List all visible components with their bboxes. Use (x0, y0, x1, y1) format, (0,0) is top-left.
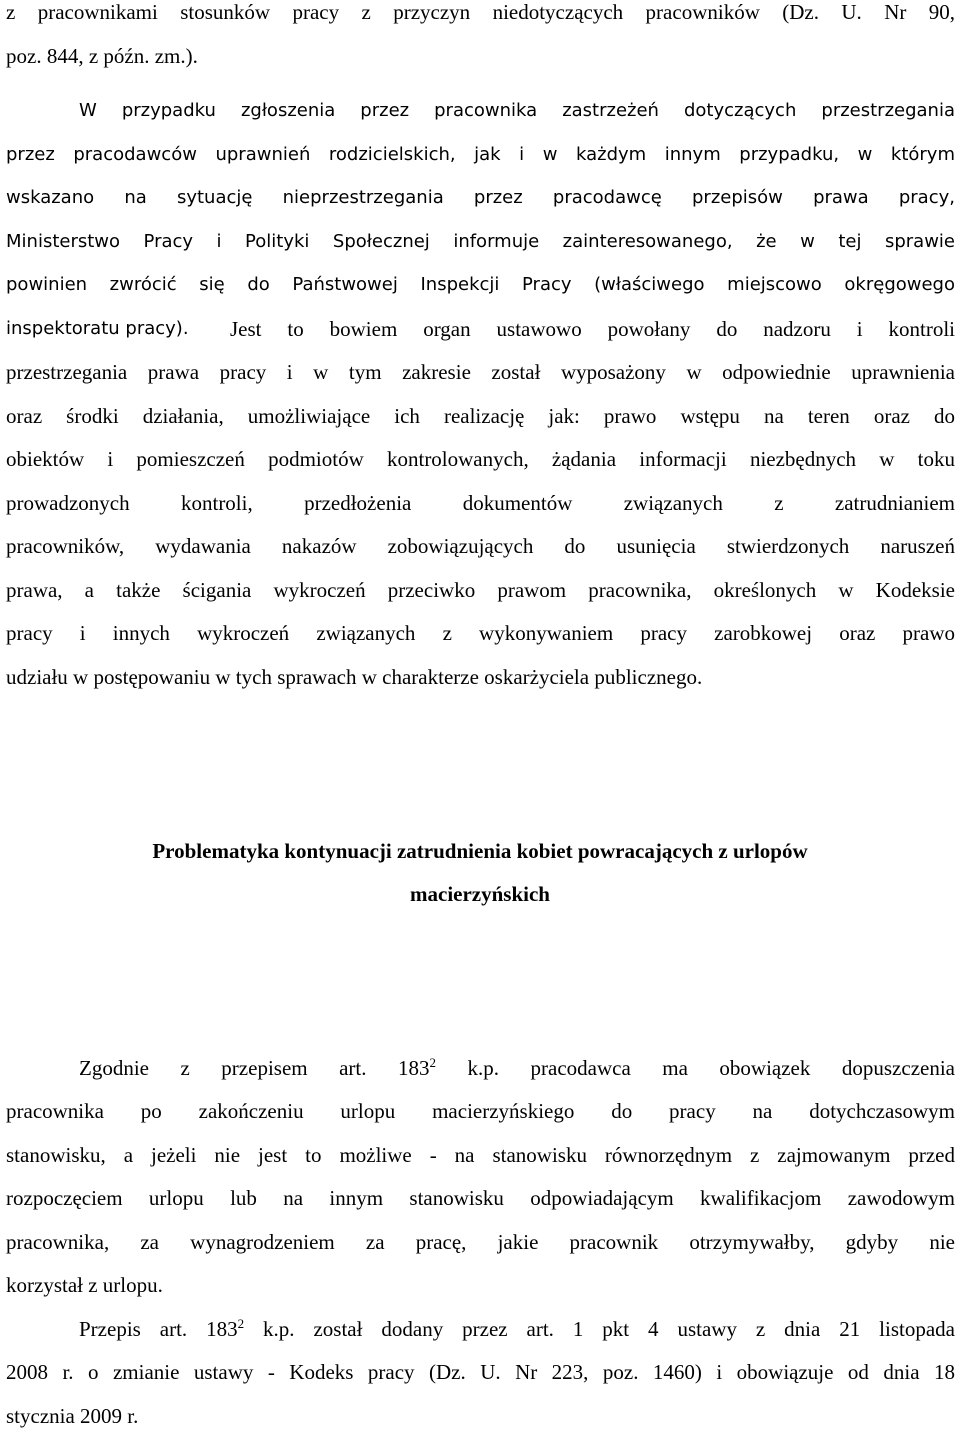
paragraph-2-line-8: oraz środki działania, umożliwiające ich realizację jak: prawo wstępu na teren oraz do (6, 404, 955, 428)
paragraph-3-line-1-text-before: Zgodnie z przepisem art. 183 (79, 1056, 430, 1080)
paragraph-2-line-4: Ministerstwo Pracy i Polityki Społecznej informuje zainteresowanego, że w tej sprawie (6, 231, 955, 252)
paragraph-3-line-6: korzystał z urlopu. (6, 1273, 163, 1297)
paragraph-2-line-5: powinien zwrócić się do Państwowej Inspekcji Pracy (właściwego miejscowo okręgowego (6, 274, 955, 295)
paragraph-4-line-1-text-after: k.p. został dodany przez art. 1 pkt 4 ustawy z dnia 21 listopada (244, 1317, 955, 1341)
paragraph-2-line-13: pracy i innych wykroczeń związanych z wykonywaniem pracy zarobkowej oraz prawo (6, 621, 955, 645)
paragraph-2-line-12: prawa, a także ścigania wykroczeń przeciwko prawom pracownika, określonych w Kodeksie (6, 578, 955, 602)
paragraph-4-superscript: 2 (237, 1316, 245, 1331)
paragraph-2-line-14: udziału w postępowaniu w tych sprawach w charakterze oskarżyciela publicznego. (6, 665, 703, 689)
paragraph-3-line-2: pracownika po zakończeniu urlopu macierzyńskiego do pracy na dotychczasowym (6, 1099, 955, 1123)
paragraph-4-line-3: stycznia 2009 r. (6, 1404, 139, 1428)
paragraph-2-line-6-serif-part: Jest to bowiem organ ustawowo powołany do nadzoru i kontroli (230, 317, 955, 341)
paragraph-2-line-7: przestrzegania prawa pracy i w tym zakresie został wyposażony w odpowiednie uprawnienia (6, 360, 955, 384)
paragraph-2-line-1: W przypadku zgłoszenia przez pracownika zastrzeżeń dotyczących przestrzegania (79, 100, 955, 121)
paragraph-1-line-1: z pracownikami stosunków pracy z przyczyn niedotyczących pracowników (Dz. U. Nr 90, (6, 0, 955, 24)
paragraph-2-line-9: obiektów i pomieszczeń podmiotów kontrolowanych, żądania informacji niezbędnych w toku (6, 447, 955, 471)
section-heading-line-1: Problematyka kontynuacji zatrudnienia kobiet powracających z urlopów (152, 839, 808, 863)
paragraph-4-line-1 (79, 1314, 955, 1344)
paragraph-3-line-3: stanowisku, a jeżeli nie jest to możliwe - na stanowisku równorzędnym z zajmowanym przed (6, 1143, 955, 1167)
paragraph-1-line-2: poz. 844, z późn. zm.). (6, 44, 198, 68)
paragraph-2-line-10: prowadzonych kontroli, przedłożenia dokumentów związanych z zatrudnianiem (6, 491, 955, 515)
paragraph-3-line-5: pracownika, za wynagrodzeniem za pracę, jakie pracownik otrzymywałby, gdyby nie (6, 1230, 955, 1254)
paragraph-2-line-11: pracowników, wydawania nakazów zobowiązujących do usunięcia stwierdzonych naruszeń (6, 534, 955, 558)
paragraph-2-line-6 (6, 314, 955, 344)
section-heading-line-2: macierzyńskich (410, 882, 550, 906)
paragraph-2-line-3: wskazano na sytuację nieprzestrzegania przez pracodawcę przepisów prawa pracy, (6, 187, 955, 208)
paragraph-3-line-1-text-after: k.p. pracodawca ma obowiązek dopuszczenia (436, 1056, 955, 1080)
paragraph-3-line-1 (79, 1053, 955, 1083)
paragraph-2-line-2: przez pracodawców uprawnień rodzicielskich, jak i w każdym innym przypadku, w którym (6, 144, 955, 165)
paragraph-3-superscript: 2 (429, 1055, 436, 1070)
paragraph-4-line-1-text-before: Przepis art. 183 (79, 1317, 238, 1341)
paragraph-4-line-2: 2008 r. o zmianie ustawy - Kodeks pracy (Dz. U. Nr 223, poz. 1460) i obowiązuje od dnia 18 (6, 1360, 955, 1384)
paragraph-3-line-4: rozpoczęciem urlopu lub na innym stanowisku odpowiadającym kwalifikacjom zawodowym (6, 1186, 955, 1210)
paragraph-2-line-6-sans-part: inspektoratu pracy). (6, 318, 189, 339)
